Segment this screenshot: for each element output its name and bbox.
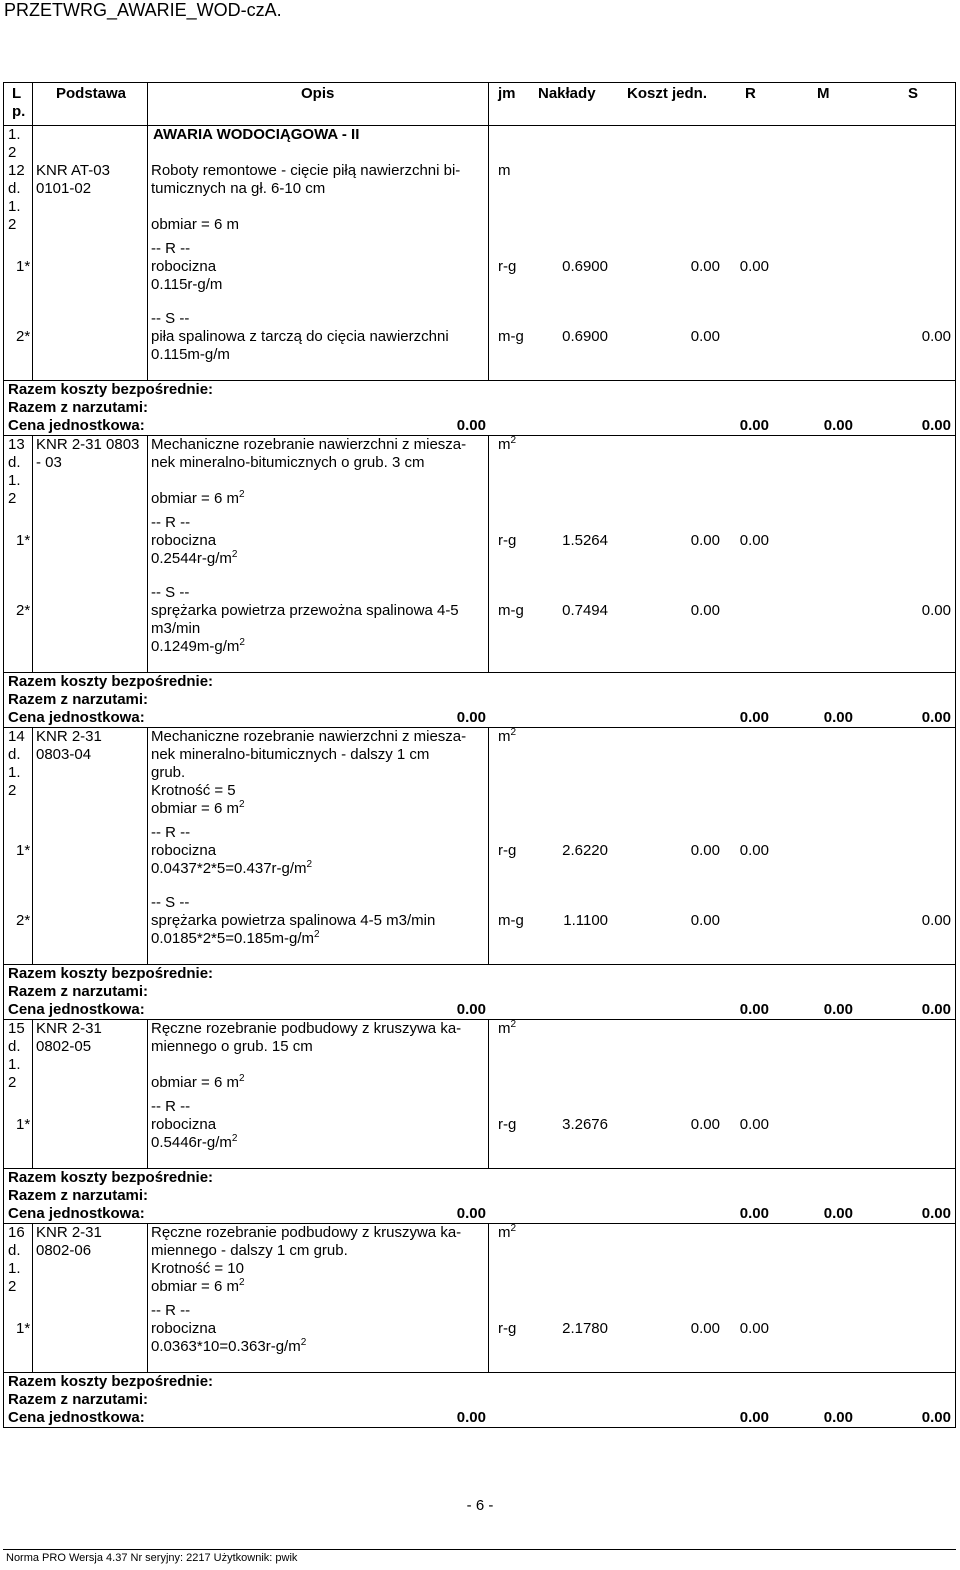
- position-lp: 16 d. 1. 2: [8, 1224, 25, 1295]
- page-number: - 6 -: [466, 1497, 494, 1514]
- column-divider: [488, 436, 489, 672]
- resource-s: 0.00: [921, 602, 951, 619]
- direct-costs-label: Razem koszty bezpośrednie:: [8, 673, 214, 690]
- with-markups-row: [4, 983, 955, 1001]
- column-divider: [147, 126, 148, 162]
- resource-unit: r-g: [498, 842, 517, 859]
- resource-description: -- S -- sprężarka powietrza przewożna spalinowa 4-5 m3/min $0.1249m-g/m^2$: [151, 584, 459, 655]
- resource-m: 0.00: [739, 1320, 769, 1337]
- position-basis: KNR 2-31 0803-04: [36, 728, 102, 763]
- position-lp: 14 d. 1. 2: [8, 728, 25, 799]
- column-divider: [488, 1020, 489, 1168]
- resource-unit: r-g: [498, 1116, 517, 1133]
- position-description: Ręczne rozebranie podbudowy z kruszywa ka- miennego o grub. 15 cm obmiar = 6 $m^2$: [151, 1020, 462, 1091]
- resource-description: -- R -- robocizna $0.0363*10=0.363r-g/m^2$: [151, 1302, 307, 1355]
- resource-description: -- R -- robocizna 0.115r-g/m: [151, 240, 223, 293]
- unit-price-s: 0.00: [921, 709, 951, 726]
- position-lp: 15 d. 1. 2: [8, 1020, 25, 1091]
- section-lp: 1. 2: [8, 126, 21, 161]
- with-markups-row: [4, 1391, 955, 1409]
- with-markups-label: Razem z narzutami:: [8, 1391, 149, 1408]
- resource-lp: 1*: [16, 842, 31, 859]
- with-markups-label: Razem z narzutami:: [8, 691, 149, 708]
- header-lp: L p.: [12, 85, 26, 120]
- position-description: Mechaniczne rozebranie nawierzchni z miesza- nek mineralno-bitumicznych - dalszy 1 cm grub. Krotność = 5 obmiar = 6 $m^2$: [151, 728, 467, 817]
- resource-r: 0.00: [690, 258, 720, 275]
- resource-quantity: 1.5264: [562, 532, 608, 549]
- resource-s: 0.00: [921, 912, 951, 929]
- resource-quantity: 0.6900: [562, 258, 608, 275]
- direct-costs-row: [4, 1168, 955, 1187]
- section-row: [4, 126, 955, 162]
- position-5: [4, 1223, 955, 1372]
- resource-unit: m-g: [498, 602, 524, 619]
- position-basis: KNR 2-31 0802-06: [36, 1224, 102, 1259]
- unit-price-s: 0.00: [921, 1205, 951, 1222]
- column-divider: [32, 162, 33, 380]
- position-4: [4, 1019, 955, 1168]
- resource-r: 0.00: [690, 532, 720, 549]
- header-koszt: Koszt jedn.: [627, 85, 708, 102]
- direct-costs-label: Razem koszty bezpośrednie:: [8, 965, 214, 982]
- resource-m: 0.00: [739, 532, 769, 549]
- header-naklady: Nakłady: [538, 85, 596, 102]
- resource-unit: r-g: [498, 258, 517, 275]
- direct-costs-row: [4, 672, 955, 691]
- with-markups-row: [4, 1187, 955, 1205]
- unit-price-r: 0.00: [739, 1205, 769, 1222]
- column-divider: [32, 126, 33, 162]
- position-unit: $m^2$: [498, 727, 517, 745]
- direct-costs-label: Razem koszty bezpośrednie:: [8, 1169, 214, 1186]
- resource-quantity: 0.7494: [562, 602, 608, 619]
- unit-price-r: 0.00: [739, 1001, 769, 1018]
- column-divider: [32, 83, 33, 125]
- resource-r: 0.00: [690, 328, 720, 345]
- with-markups-label: Razem z narzutami:: [8, 399, 149, 416]
- unit-price-r: 0.00: [739, 1409, 769, 1426]
- resource-description: -- S -- piła spalinowa z tarczą do cięcia nawierzchni 0.115m-g/m: [151, 310, 449, 363]
- resource-unit: m-g: [498, 328, 524, 345]
- column-divider: [147, 162, 148, 380]
- resource-r: 0.00: [690, 1320, 720, 1337]
- resource-unit: m-g: [498, 912, 524, 929]
- resource-quantity: 2.6220: [562, 842, 608, 859]
- direct-costs-row: [4, 964, 955, 983]
- unit-price-m: 0.00: [823, 1001, 853, 1018]
- unit-price-s: 0.00: [921, 1001, 951, 1018]
- position-unit: $m^2$: [498, 435, 517, 453]
- position-basis: KNR 2-31 0802-05: [36, 1020, 102, 1055]
- resource-description: -- R -- robocizna $0.0437*2*5=0.437r-g/m^2$: [151, 824, 313, 877]
- resource-lp: 2*: [16, 328, 31, 345]
- unit-price-total: 0.00: [456, 417, 486, 434]
- column-divider: [32, 1020, 33, 1168]
- header-s: S: [908, 85, 919, 102]
- resource-lp: 1*: [16, 532, 31, 549]
- resource-r: 0.00: [690, 842, 720, 859]
- position-basis: KNR 2-31 0803 - 03: [36, 436, 140, 471]
- resource-lp: 1*: [16, 1116, 31, 1133]
- with-markups-label: Razem z narzutami:: [8, 1187, 149, 1204]
- unit-price-label: Cena jednostkowa:: [8, 1001, 145, 1018]
- column-divider: [147, 1224, 148, 1372]
- resource-lp: 1*: [16, 1320, 31, 1337]
- column-divider: [488, 1224, 489, 1372]
- position-3: [4, 727, 955, 964]
- resource-description: -- R -- robocizna $0.2544r-g/m^2$: [151, 514, 238, 567]
- unit-price-m: 0.00: [823, 417, 853, 434]
- footer-divider: [3, 1549, 956, 1550]
- position-lp: 13 d. 1. 2: [8, 436, 25, 507]
- unit-price-total: 0.00: [456, 1001, 486, 1018]
- direct-costs-row: [4, 1372, 955, 1391]
- resource-m: 0.00: [739, 258, 769, 275]
- direct-costs-label: Razem koszty bezpośrednie:: [8, 381, 214, 398]
- unit-price-label: Cena jednostkowa:: [8, 1409, 145, 1426]
- position-unit: $m^2$: [498, 1223, 517, 1241]
- position-1: [4, 162, 955, 380]
- unit-price-row: [4, 417, 955, 435]
- header-m: M: [817, 85, 830, 102]
- position-unit: m: [498, 162, 511, 179]
- resource-r: 0.00: [690, 602, 720, 619]
- resource-m: 0.00: [739, 1116, 769, 1133]
- resource-quantity: 0.6900: [562, 328, 608, 345]
- column-divider: [147, 1020, 148, 1168]
- column-divider: [32, 1224, 33, 1372]
- column-divider: [147, 728, 148, 964]
- unit-price-label: Cena jednostkowa:: [8, 709, 145, 726]
- unit-price-label: Cena jednostkowa:: [8, 1205, 145, 1222]
- with-markups-label: Razem z narzutami:: [8, 983, 149, 1000]
- resource-quantity: 2.1780: [562, 1320, 608, 1337]
- position-description: Mechaniczne rozebranie nawierzchni z miesza- nek mineralno-bitumicznych o grub. 3 cm obmiar = 6 $m^2$: [151, 436, 467, 507]
- column-divider: [488, 83, 489, 125]
- column-divider: [32, 728, 33, 964]
- unit-price-m: 0.00: [823, 709, 853, 726]
- unit-price-label: Cena jednostkowa:: [8, 417, 145, 434]
- with-markups-row: [4, 399, 955, 417]
- header-podstawa: Podstawa: [56, 85, 127, 102]
- unit-price-row: [4, 1409, 955, 1427]
- resource-description: -- R -- robocizna $0.5446r-g/m^2$: [151, 1098, 238, 1151]
- resource-m: 0.00: [739, 842, 769, 859]
- unit-price-m: 0.00: [823, 1409, 853, 1426]
- unit-price-total: 0.00: [456, 1205, 486, 1222]
- unit-price-row: [4, 709, 955, 727]
- footer-info: Norma PRO Wersja 4.37 Nr seryjny: 2217 Użytkownik: pwik: [6, 1552, 298, 1564]
- unit-price-r: 0.00: [739, 417, 769, 434]
- position-basis: KNR AT-03 0101-02: [36, 162, 110, 197]
- table-header: [4, 83, 955, 126]
- unit-price-r: 0.00: [739, 709, 769, 726]
- position-2: [4, 435, 955, 672]
- resource-description: -- S -- sprężarka powietrza spalinowa 4-5 m3/min $0.0185*2*5=0.185m-g/m^2$: [151, 894, 436, 947]
- resource-unit: r-g: [498, 1320, 517, 1337]
- resource-lp: 1*: [16, 258, 31, 275]
- column-divider: [488, 728, 489, 964]
- unit-price-row: [4, 1001, 955, 1019]
- header-r: R: [745, 85, 756, 102]
- resource-r: 0.00: [690, 1116, 720, 1133]
- unit-price-total: 0.00: [456, 709, 486, 726]
- cost-table: [3, 82, 956, 1428]
- unit-price-total: 0.00: [456, 1409, 486, 1426]
- column-divider: [488, 126, 489, 162]
- unit-price-row: [4, 1205, 955, 1223]
- unit-price-s: 0.00: [921, 417, 951, 434]
- resource-r: 0.00: [690, 912, 720, 929]
- position-unit: $m^2$: [498, 1019, 517, 1037]
- position-description: Roboty remontowe - cięcie piłą nawierzchni bi- tumicznych na gł. 6-10 cm obmiar = 6 m: [151, 162, 461, 233]
- header-opis: Opis: [301, 85, 335, 102]
- document-title: PRZETWRG_AWARIE_WOD-czA.: [4, 0, 282, 20]
- header-jm: jm: [498, 85, 516, 102]
- position-lp: 12 d. 1. 2: [8, 162, 25, 233]
- section-title: AWARIA WODOCIĄGOWA - II: [153, 126, 360, 143]
- resource-unit: r-g: [498, 532, 517, 549]
- position-description: Ręczne rozebranie podbudowy z kruszywa ka- miennego - dalszy 1 cm grub. Krotność = 10 obmiar = 6 $m^2$: [151, 1224, 462, 1295]
- resource-lp: 2*: [16, 912, 31, 929]
- unit-price-m: 0.00: [823, 1205, 853, 1222]
- column-divider: [147, 436, 148, 672]
- resource-lp: 2*: [16, 602, 31, 619]
- unit-price-s: 0.00: [921, 1409, 951, 1426]
- column-divider: [32, 436, 33, 672]
- direct-costs-label: Razem koszty bezpośrednie:: [8, 1373, 214, 1390]
- column-divider: [488, 162, 489, 380]
- direct-costs-row: [4, 380, 955, 399]
- with-markups-row: [4, 691, 955, 709]
- resource-s: 0.00: [921, 328, 951, 345]
- resource-quantity: 3.2676: [562, 1116, 608, 1133]
- resource-quantity: 1.1100: [563, 912, 608, 929]
- column-divider: [147, 83, 148, 125]
